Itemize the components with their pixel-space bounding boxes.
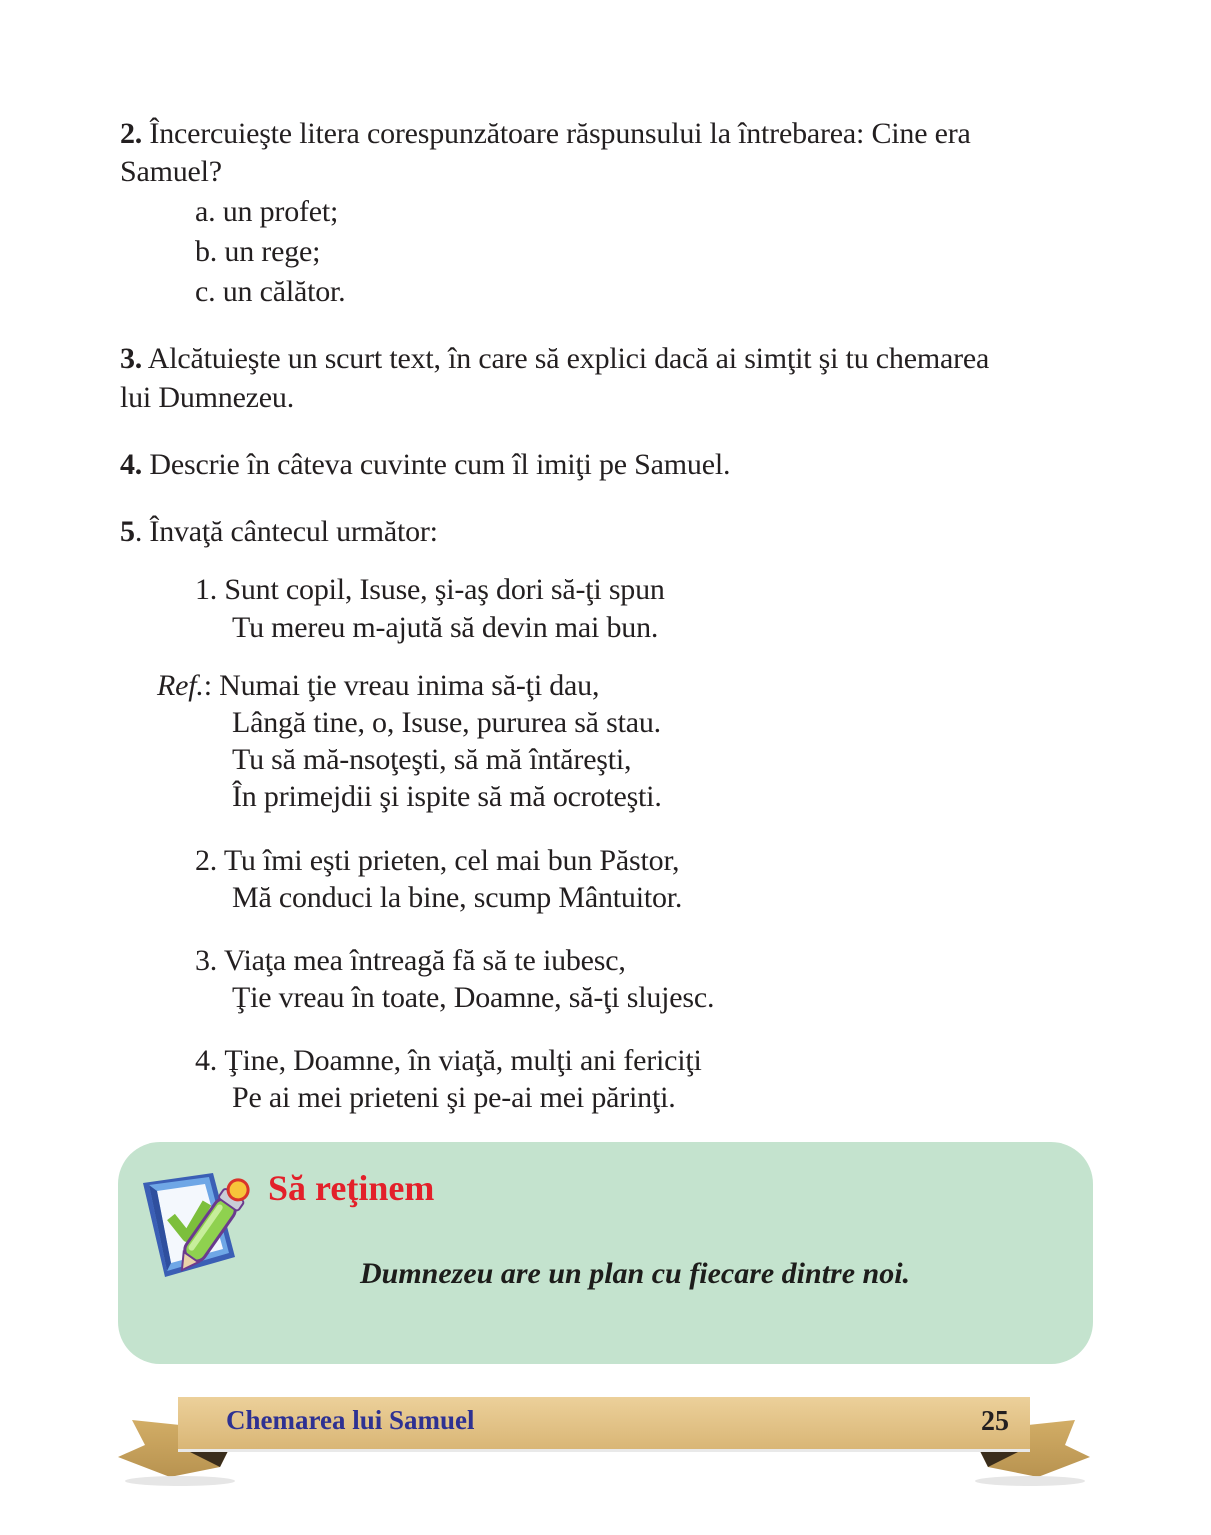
exercise-number: 2. [120,117,143,150]
exercise-3-line-2: lui Dumnezeu. [120,381,295,414]
chapter-title: Chemarea lui Samuel [226,1405,475,1435]
exercise-number: 4. [120,448,143,481]
exercise-text: Alcătuieşte un scurt text, în care să explici dacă ai simţit şi tu chemarea [147,342,990,375]
exercise-4-line [120,446,730,484]
exercise-5-line [120,513,438,551]
exercise-number: 3. [120,342,143,375]
footer-ribbon [110,1385,1100,1495]
remember-box [118,1142,1093,1364]
song-refrain-line-4: În primejdii şi ispite să mă ocroteşti. [232,780,662,813]
song-verse-1-line-1: 1. Sunt copil, Isuse, şi-aş dori să-ţi spun [195,573,665,606]
song-verse-2-line-1: 2. Tu îmi eşti prieten, cel mai bun Păstor, [195,844,680,877]
exercise-text: Descrie în câteva cuvinte cum îl imiţi pe Samuel. [149,448,731,481]
exercise-text: Încercuieşte litera corespunzătoare răspunsului la întrebarea: Cine era [149,117,971,150]
remember-text: Dumnezeu are un plan cu fiecare dintre noi. [360,1257,911,1290]
exercise-2-question-line-1 [120,115,971,153]
song-refrain-line-3: Tu să mă-nsoţeşti, să mă întăreşti, [232,743,632,776]
song-verse-4-line-1: 4. Ţine, Doamne, în viaţă, mulţi ani fericiţi [195,1044,702,1077]
song-refrain-line-2: Lângă tine, o, Isuse, pururea să stau. [232,706,661,739]
answer-option-a: a. un profet; [195,195,339,228]
checklist-pencil-icon [135,1165,255,1285]
remember-title: Să reţinem [268,1168,435,1208]
song-refrain-line-1 [157,667,599,705]
song-verse-2-line-2: Mă conduci la bine, scump Mântuitor. [232,881,683,914]
exercise-2-question-line-2: Samuel? [120,155,222,188]
song-verse-3-line-2: Ţie vreau în toate, Doamne, să-ţi slujesc. [232,981,715,1014]
song-verse-1-line-2: Tu mereu m-ajută să devin mai bun. [232,611,659,644]
refrain-text: : Numai ţie vreau inima să-ţi dau, [203,669,600,702]
answer-option-c: c. un călător. [195,275,346,308]
exercise-3-line-1 [120,340,989,378]
page-number: 25 [981,1406,1009,1437]
refrain-label: Ref. [157,669,204,702]
exercise-text: . Învaţă cântecul următor: [134,515,438,548]
answer-option-b: b. un rege; [195,235,321,268]
song-verse-3-line-1: 3. Viaţa mea întreagă fă să te iubesc, [195,944,626,977]
song-verse-4-line-2: Pe ai mei prieteni şi pe-ai mei părinţi. [232,1081,676,1114]
exercise-number: 5 [120,515,135,548]
